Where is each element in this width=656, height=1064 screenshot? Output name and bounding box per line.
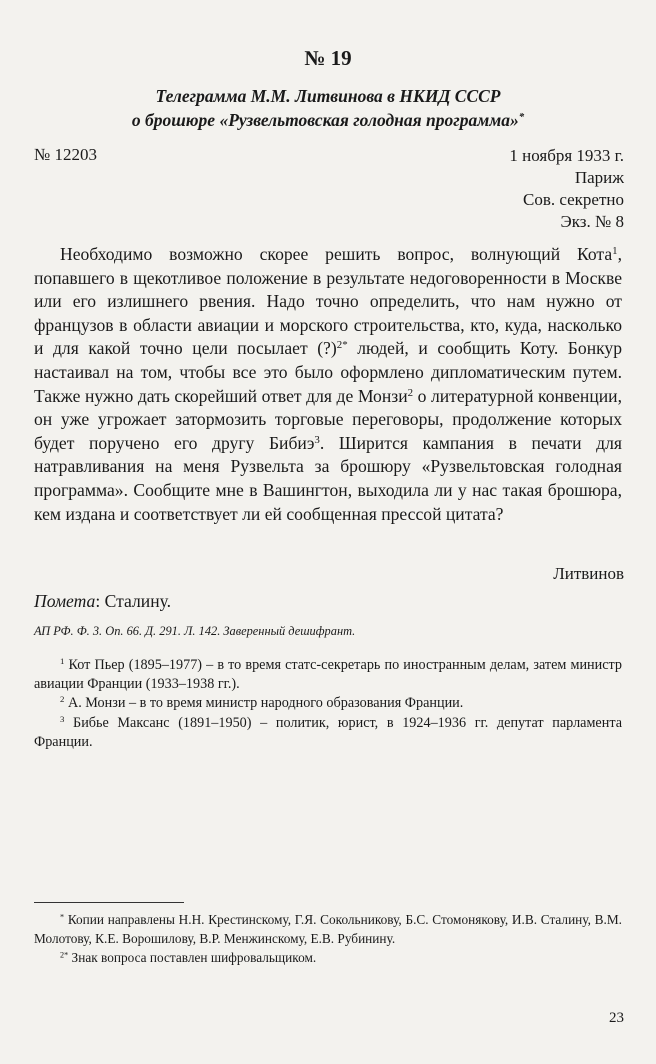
document-date: 1 ноября 1933 г.: [509, 146, 624, 165]
body-segment: , попавшего в щекотливое положение в результате недоговоренности в Москве или его излишнего рвения. Надо точно определить, что нам нужно от французов в области авиации и морского строительства, кто, куда, насколько и для какой точно цели посылает (?): [34, 244, 622, 359]
note-text: Бибье Максанс (1891–1950) – политик, юрист, в 1924–1936 гг. депутат парламента Франции.: [34, 714, 622, 750]
footnote-text: Копии направлены Н.Н. Крестинскому, Г.Я. Сокольникову, Б.С. Стомонякову, И.В. Сталину, В.М. Молотову, К.Е. Ворошилову, В.Р. Менжинскому, Е.В. Рубинину.: [34, 912, 622, 946]
note-mark: 2: [60, 694, 65, 705]
note-item: [34, 694, 622, 713]
resolution-text: : Сталину.: [95, 591, 172, 611]
editorial-notes: [34, 656, 622, 752]
resolution-note: [34, 591, 171, 612]
note-ref: 2: [407, 386, 414, 399]
signature: Литвинов: [553, 564, 624, 583]
body-segment: Необходимо возможно скорее решить вопрос, волнующий Кота: [60, 244, 613, 264]
note-mark: 1: [60, 656, 65, 667]
title-footnote-mark: *: [518, 111, 525, 124]
document-place: Париж: [574, 168, 624, 187]
note-ref: 1: [612, 245, 618, 257]
note-ref: 2*: [336, 339, 348, 352]
copy-number: Экз. № 8: [560, 212, 624, 231]
resolution-label: Помета: [34, 591, 96, 611]
note-item: [34, 714, 622, 752]
body-segment: людей, и сообщить Коту. Бонкур настаивал на том, чтобы все это было оформлено дипломатическим путем. Также нужно дать скорейший ответ для де Монзи: [34, 338, 623, 406]
footnote-text: Знак вопроса поставлен шифровальщиком.: [68, 950, 317, 965]
title-line-2: [0, 108, 656, 132]
footnotes: [34, 910, 622, 967]
document-number: № 19: [304, 46, 352, 70]
body-segment: о литературной конвенции, он уже угрожает затормозить торговые переговоры, продолжение которых будет поручено его другу Бибиэ: [34, 385, 622, 453]
footnote-mark: 2*: [60, 950, 69, 960]
note-item: [34, 656, 622, 694]
note-text: А. Монзи – в то время министр народного образования Франции.: [64, 695, 464, 712]
note-text: Кот Пьер (1895–1977) – в то время статс-секретарь по иностранным делам, затем министр авиации Франции (1933–1938 гг.).: [34, 657, 622, 693]
classification: Сов. секретно: [523, 190, 624, 209]
footnote-item: [34, 910, 622, 948]
body-segment: . Ширится кампания в печати для натравливания на меня Рузвельта за брошюру «Рузвельтовская голодная программа». Сообщите мне в Вашингтон, выходила ли у нас такая брошюра, кем издана и соответствует ли ей сообщенная прессой цитата?: [34, 432, 622, 524]
footnote-item: [34, 948, 622, 967]
document-title: [0, 84, 656, 132]
note-ref: 3: [314, 433, 320, 446]
page-number: 23: [609, 1010, 624, 1026]
footnote-divider: [34, 902, 184, 903]
registration-number: № 12203: [34, 145, 97, 164]
telegram-body: [34, 243, 622, 526]
title-line-1: Телеграмма М.М. Литвинова в НКИД СССР: [155, 86, 501, 106]
note-mark: 3: [60, 713, 65, 724]
document-meta: [509, 145, 624, 233]
footnote-mark: *: [60, 912, 65, 922]
archive-reference: АП РФ. Ф. 3. Оп. 66. Д. 291. Л. 142. Заверенный дешифрант.: [34, 624, 356, 638]
title-line-2-text: о брошюре «Рузвельтовская голодная программа»: [131, 110, 519, 130]
